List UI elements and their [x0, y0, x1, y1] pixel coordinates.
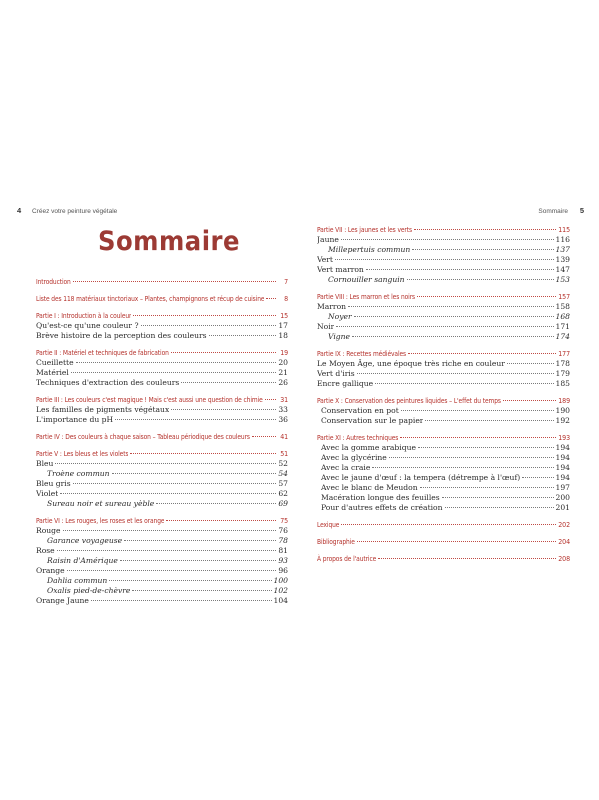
toc-entry-label: Matériel — [36, 368, 69, 377]
toc-entry-page: 208 — [558, 555, 570, 563]
toc-entry[interactable] — [36, 556, 288, 566]
dot-leader — [375, 383, 553, 384]
toc-entry[interactable] — [317, 332, 570, 342]
toc-entry-page: 158 — [555, 302, 570, 311]
toc-part-entry[interactable] — [317, 225, 570, 235]
dot-leader — [171, 352, 276, 353]
toc-entry-page: 177 — [558, 350, 570, 358]
toc-entry-page: 189 — [558, 397, 570, 405]
dot-leader — [73, 281, 276, 282]
toc-entry-label: Vert — [317, 255, 333, 264]
toc-entry-page: 202 — [558, 521, 570, 529]
toc-left-column — [36, 277, 288, 613]
toc-entry-label: Avec le blanc de Meudon — [321, 483, 418, 492]
toc-entry-label: Marron — [317, 302, 347, 311]
toc-entry-label: Garance voyageuse — [47, 536, 123, 545]
toc-entry-page: 21 — [278, 368, 288, 377]
toc-entry[interactable] — [36, 378, 288, 388]
toc-entry-label: Rouge — [36, 526, 61, 535]
dot-leader — [507, 363, 554, 364]
toc-entry-page: 75 — [280, 517, 288, 525]
dot-leader — [124, 540, 276, 541]
toc-entry-label: Partie XI : Autres techniques — [317, 434, 399, 442]
toc-entry-label: Millepertuis commun — [328, 245, 411, 254]
dot-leader — [132, 590, 271, 591]
toc-entry-page: 57 — [278, 479, 288, 488]
toc-entry[interactable] — [317, 406, 570, 416]
toc-entry-label: Partie IV : Des couleurs à chaque saison – Tableau périodique des couleurs — [36, 433, 250, 441]
dot-leader — [354, 316, 554, 317]
toc-entry-label: À propos de l'autrice — [317, 555, 377, 563]
toc-entry-page: 41 — [280, 433, 288, 441]
toc-entry-page: 81 — [278, 546, 288, 555]
toc-entry[interactable] — [317, 302, 570, 312]
toc-entry[interactable] — [317, 473, 570, 483]
toc-entry[interactable] — [36, 536, 288, 546]
toc-entry-label: Avec le jaune d'œuf : la tempera (détrempe à l'œuf) — [321, 473, 521, 482]
dot-leader — [252, 436, 276, 437]
dot-leader — [400, 437, 556, 438]
toc-entry-page: 54 — [278, 469, 288, 478]
dot-leader — [412, 249, 553, 250]
toc-entry-page: 171 — [555, 322, 570, 331]
toc-entry-label: Brève histoire de la perception des couleurs — [36, 331, 207, 340]
toc-part-entry[interactable] — [36, 395, 288, 405]
toc-entry[interactable] — [36, 586, 288, 596]
running-header-text-left: Créez votre peinture végétale — [31, 208, 118, 215]
toc-entry-page: 168 — [555, 312, 570, 321]
toc-entry-page: 174 — [555, 332, 570, 341]
toc-entry-page: 178 — [555, 359, 570, 368]
toc-entry[interactable] — [36, 321, 288, 331]
toc-entry-page: 200 — [555, 493, 570, 502]
toc-entry-label: Lexique — [317, 521, 340, 529]
toc-entry[interactable] — [317, 463, 570, 473]
page-number-left: 4 — [17, 206, 22, 215]
dot-leader — [57, 550, 276, 551]
toc-entry-page: 194 — [555, 443, 570, 452]
toc-entry[interactable] — [317, 416, 570, 426]
toc-entry-page: 20 — [278, 358, 288, 367]
toc-section — [36, 449, 288, 509]
dot-leader — [265, 399, 276, 400]
toc-entry-label: Oxalis pied-de-chèvre — [47, 586, 131, 595]
toc-entry-label: Pour d'autres effets de création — [321, 503, 443, 512]
toc-entry-label: Liste des 118 matériaux tinctoriaux – Plantes, champignons et récup de cuisine — [36, 295, 265, 303]
toc-entry-page: 36 — [278, 415, 288, 424]
toc-section — [317, 396, 570, 426]
toc-entry-page: 185 — [555, 379, 570, 388]
dot-leader — [445, 507, 554, 508]
toc-entry-page: 17 — [278, 321, 288, 330]
toc-entry-page: 33 — [278, 405, 288, 414]
toc-entry-label: Qu'est-ce qu'une couleur ? — [36, 321, 139, 330]
toc-part-entry[interactable] — [36, 294, 288, 304]
toc-entry-label: Avec la gomme arabique — [321, 443, 416, 452]
toc-entry-label: Orange Jaune — [36, 596, 89, 605]
toc-entry[interactable] — [317, 369, 570, 379]
dot-leader — [407, 279, 554, 280]
toc-entry-label: Partie IX : Recettes médiévales — [317, 350, 407, 358]
toc-entry-label: Dahlia commun — [47, 576, 108, 585]
toc-entry-label: Encre gallique — [317, 379, 374, 388]
toc-entry-label: Bibliographie — [317, 538, 355, 546]
dot-leader — [130, 453, 276, 454]
dot-leader — [442, 497, 554, 498]
dot-leader — [181, 382, 276, 383]
toc-entry-label: Orange — [36, 566, 65, 575]
dot-leader — [166, 520, 276, 521]
toc-entry-page: 139 — [555, 255, 570, 264]
toc-entry-label: Introduction — [36, 278, 71, 286]
toc-entry-page: 52 — [278, 459, 288, 468]
toc-entry-page: 76 — [278, 526, 288, 535]
dot-leader — [120, 560, 276, 561]
toc-section — [36, 311, 288, 341]
dot-leader — [357, 373, 554, 374]
toc-entry[interactable] — [36, 415, 288, 425]
dot-leader — [341, 524, 556, 525]
toc-entry-page: 69 — [278, 499, 288, 508]
dot-leader — [378, 558, 556, 559]
dot-leader — [67, 570, 276, 571]
running-header-left — [17, 206, 117, 215]
toc-entry-label: Le Moyen Âge, une époque très riche en couleur — [317, 359, 505, 368]
toc-entry[interactable] — [317, 322, 570, 332]
toc-entry-label: Partie VII : Les jaunes et les verts — [317, 226, 412, 234]
toc-part-entry[interactable] — [36, 432, 288, 442]
toc-entry-page: 26 — [278, 378, 288, 387]
dot-leader — [414, 229, 556, 230]
toc-entry[interactable] — [317, 312, 570, 322]
toc-entry[interactable] — [36, 546, 288, 556]
toc-entry-label: Partie I : Introduction à la couleur — [36, 312, 132, 320]
toc-entry-label: Violet — [36, 489, 59, 498]
toc-section — [36, 294, 288, 304]
dot-leader — [401, 410, 554, 411]
toc-right-column — [317, 225, 570, 571]
toc-entry-label: Bleu — [36, 459, 54, 468]
toc-part-entry[interactable] — [317, 433, 570, 443]
toc-entry[interactable] — [317, 265, 570, 275]
toc-entry-page: 8 — [284, 295, 288, 303]
page-number-right: 5 — [579, 206, 584, 215]
toc-entry-page: 194 — [555, 473, 570, 482]
toc-section — [36, 432, 288, 442]
dot-leader — [335, 259, 554, 260]
dot-leader — [425, 420, 553, 421]
dot-leader — [141, 325, 276, 326]
toc-entry-label: Vert marron — [317, 265, 364, 274]
toc-entry-label: Noyer — [328, 312, 352, 321]
toc-entry-page: 93 — [278, 556, 288, 565]
toc-entry-page: 78 — [278, 536, 288, 545]
toc-section — [317, 433, 570, 513]
toc-entry-label: Vigne — [328, 332, 351, 341]
toc-entry[interactable] — [317, 503, 570, 513]
toc-part-entry[interactable] — [36, 348, 288, 358]
dot-leader — [503, 400, 556, 401]
toc-entry-label: Avec la craie — [321, 463, 371, 472]
toc-part-entry[interactable] — [36, 277, 288, 287]
toc-section — [36, 348, 288, 388]
toc-entry[interactable] — [36, 479, 288, 489]
toc-entry-page: 147 — [555, 265, 570, 274]
dot-leader — [133, 315, 276, 316]
toc-entry-page: 157 — [558, 293, 570, 301]
dot-leader — [372, 467, 553, 468]
toc-entry[interactable] — [36, 489, 288, 499]
toc-section — [317, 537, 570, 547]
toc-entry[interactable] — [36, 459, 288, 469]
toc-entry-page: 115 — [558, 226, 570, 234]
toc-entry-label: Raisin d'Amérique — [47, 556, 118, 565]
toc-entry-page: 100 — [273, 576, 288, 585]
dot-leader — [352, 336, 553, 337]
toc-entry-page: 190 — [555, 406, 570, 415]
dot-leader — [420, 487, 554, 488]
toc-entry-label: Cueillette — [36, 358, 74, 367]
toc-entry-label: Macération longue des feuilles — [321, 493, 440, 502]
toc-entry-page: 153 — [555, 275, 570, 284]
toc-entry-page: 18 — [278, 331, 288, 340]
toc-section — [36, 277, 288, 287]
toc-entry-page: 15 — [280, 312, 288, 320]
toc-entry-label: Cornouiller sanguin — [328, 275, 405, 284]
toc-entry-page: 104 — [273, 596, 288, 605]
dot-leader — [336, 326, 553, 327]
toc-part-entry[interactable] — [36, 516, 288, 526]
toc-entry[interactable] — [317, 453, 570, 463]
dot-leader — [418, 447, 554, 448]
toc-entry-page: 96 — [278, 566, 288, 575]
toc-entry-page: 197 — [555, 483, 570, 492]
toc-entry-page: 192 — [555, 416, 570, 425]
toc-section — [317, 225, 570, 285]
toc-entry[interactable] — [36, 358, 288, 368]
dot-leader — [156, 503, 276, 504]
dot-leader — [522, 477, 553, 478]
toc-entry-label: L'importance du pH — [36, 415, 114, 424]
dot-leader — [115, 419, 276, 420]
dot-leader — [109, 580, 271, 581]
toc-entry-page: 193 — [558, 434, 570, 442]
toc-entry-page: 7 — [284, 278, 288, 286]
toc-entry-page: 116 — [555, 235, 570, 244]
dot-leader — [389, 457, 554, 458]
toc-entry-page: 62 — [278, 489, 288, 498]
toc-entry-label: Partie VI : Les rouges, les roses et les orange — [36, 517, 165, 525]
toc-part-entry[interactable] — [317, 554, 570, 564]
dot-leader — [60, 493, 276, 494]
toc-entry-label: Conservation en pot — [321, 406, 399, 415]
toc-part-entry[interactable] — [317, 537, 570, 547]
toc-entry[interactable] — [317, 359, 570, 369]
toc-section — [36, 516, 288, 606]
toc-entry-page: 194 — [555, 453, 570, 462]
toc-entry-label: Rose — [36, 546, 55, 555]
toc-entry[interactable] — [36, 368, 288, 378]
dot-leader — [266, 298, 276, 299]
toc-entry[interactable] — [36, 596, 288, 606]
toc-entry[interactable] — [317, 493, 570, 503]
toc-entry-label: Partie V : Les bleus et les violets — [36, 450, 129, 458]
toc-section — [36, 395, 288, 425]
page-title: Sommaire — [98, 226, 240, 257]
dot-leader — [171, 409, 276, 410]
dot-leader — [112, 473, 276, 474]
toc-part-entry[interactable] — [36, 449, 288, 459]
toc-entry-label: Troène commun — [47, 469, 110, 478]
toc-entry[interactable] — [317, 235, 570, 245]
toc-entry-page: 102 — [273, 586, 288, 595]
dot-leader — [76, 362, 276, 363]
toc-entry[interactable] — [317, 275, 570, 285]
toc-part-entry[interactable] — [36, 311, 288, 321]
toc-entry-label: Partie II : Matériel et techniques de fabrication — [36, 349, 169, 357]
dot-leader — [408, 353, 556, 354]
dot-leader — [73, 483, 276, 484]
dot-leader — [91, 600, 272, 601]
toc-entry-label: Techniques d'extraction des couleurs — [36, 378, 180, 387]
toc-entry-label: Conservation sur le papier — [321, 416, 424, 425]
toc-entry-label: Jaune — [317, 235, 339, 244]
dot-leader — [63, 530, 276, 531]
toc-entry-label: Les familles de pigments végétaux — [36, 405, 170, 414]
dot-leader — [417, 296, 556, 297]
dot-leader — [348, 306, 553, 307]
dot-leader — [209, 335, 276, 336]
toc-section — [317, 292, 570, 342]
toc-entry[interactable] — [36, 469, 288, 479]
dot-leader — [55, 463, 276, 464]
toc-part-entry[interactable] — [317, 292, 570, 302]
dot-leader — [341, 239, 554, 240]
toc-entry-label: Vert d'iris — [317, 369, 355, 378]
toc-entry[interactable] — [317, 379, 570, 389]
running-header-text-right: Sommaire — [538, 208, 569, 215]
toc-entry[interactable] — [36, 576, 288, 586]
toc-entry[interactable] — [317, 443, 570, 453]
toc-entry-page: 31 — [280, 396, 288, 404]
dot-leader — [366, 269, 554, 270]
toc-entry-label: Partie VIII : Les marron et les noirs — [317, 293, 416, 301]
toc-entry-page: 204 — [558, 538, 570, 546]
toc-part-entry[interactable] — [317, 396, 570, 406]
toc-entry[interactable] — [317, 483, 570, 493]
toc-entry-label: Partie X : Conservation des peintures liquides – L'effet du temps — [317, 397, 501, 405]
toc-entry[interactable] — [36, 526, 288, 536]
toc-section — [317, 554, 570, 564]
toc-entry-page: 201 — [555, 503, 570, 512]
toc-entry-label: Partie III : Les couleurs c'est magique ! Mais c'est aussi une question de chimie — [36, 396, 263, 404]
toc-section — [317, 520, 570, 530]
toc-entry-label: Bleu gris — [36, 479, 71, 488]
toc-entry[interactable] — [317, 245, 570, 255]
toc-entry-page: 194 — [555, 463, 570, 472]
toc-entry-label: Avec la glycérine — [321, 453, 387, 462]
toc-entry[interactable] — [317, 255, 570, 265]
toc-entry-label: Noir — [317, 322, 335, 331]
toc-entry[interactable] — [36, 405, 288, 415]
toc-entry[interactable] — [36, 566, 288, 576]
dot-leader — [357, 541, 557, 542]
toc-section — [317, 349, 570, 389]
toc-entry[interactable] — [36, 331, 288, 341]
toc-entry-page: 137 — [555, 245, 570, 254]
toc-entry-label: Sureau noir et sureau yèble — [47, 499, 155, 508]
toc-entry-page: 19 — [280, 349, 288, 357]
toc-entry-page: 179 — [555, 369, 570, 378]
toc-entry-page: 51 — [280, 450, 288, 458]
running-header-right — [538, 206, 584, 215]
dot-leader — [71, 372, 276, 373]
toc-part-entry[interactable] — [317, 349, 570, 359]
toc-part-entry[interactable] — [317, 520, 570, 530]
toc-entry[interactable] — [36, 499, 288, 509]
